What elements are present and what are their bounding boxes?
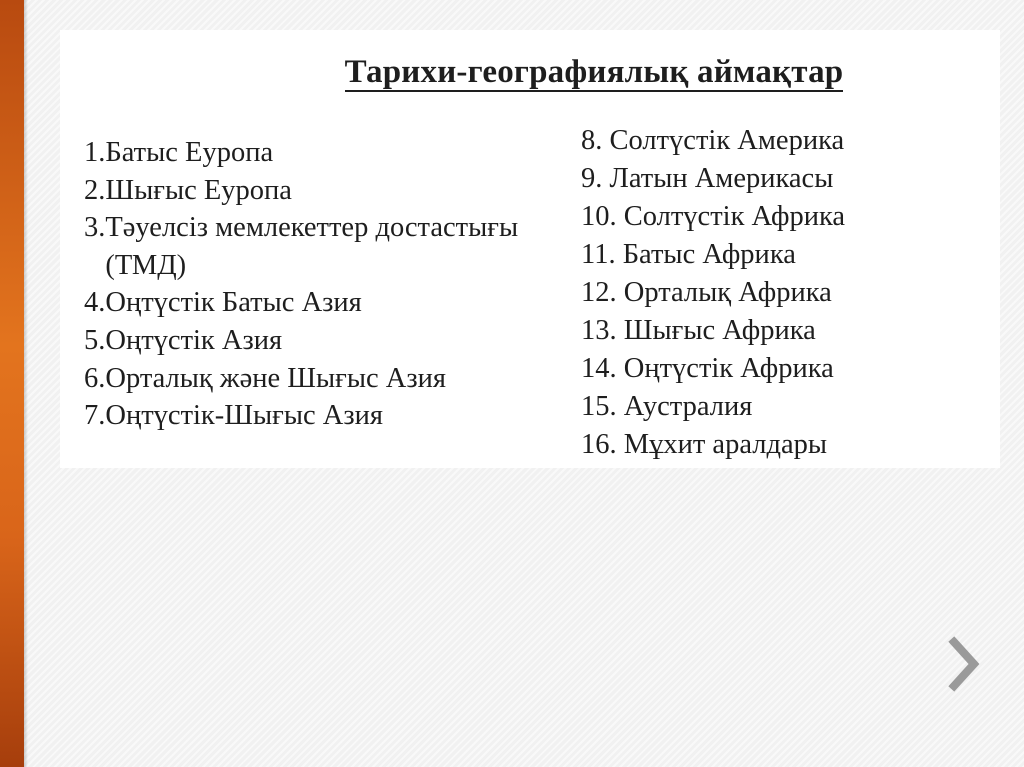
list-item: 9. Латын Америкасы xyxy=(581,163,834,194)
list-item xyxy=(84,322,524,360)
list-item: 15. Аустралия xyxy=(581,391,753,422)
list-item-number: 3. xyxy=(84,212,106,244)
region-list-right xyxy=(581,122,991,464)
slide-title-text: Тарихи-географиялық аймақтар xyxy=(344,54,844,90)
accent-bar-shadow xyxy=(24,0,28,767)
list-item: 12. Орталық Африка xyxy=(581,277,832,308)
list-item-text: Оңтүстік Азия xyxy=(105,324,283,356)
region-list-left xyxy=(84,134,524,435)
accent-bar xyxy=(0,0,24,767)
list-item xyxy=(84,134,524,172)
slide-content xyxy=(60,30,1000,468)
list-item-number: 2. xyxy=(84,174,106,206)
list-item xyxy=(84,360,524,398)
list-item-text: Батыс Еуропа xyxy=(105,137,274,168)
list-item-text: Оңтүстік Батыс Азия xyxy=(105,287,362,319)
list-item-number: 4. xyxy=(84,287,106,319)
list-item xyxy=(84,172,524,210)
list-item-number: 5. xyxy=(84,324,106,356)
list-item-text: Шығыс Еуропа xyxy=(105,174,292,206)
slide-title xyxy=(60,54,1000,91)
list-item: 14. Оңтүстік Африка xyxy=(581,353,834,384)
list-item: 8. Солтүстік Америка xyxy=(581,125,845,156)
chevron-right-icon[interactable] xyxy=(944,636,984,692)
list-item xyxy=(84,284,524,322)
list-item: 10. Солтүстік Африка xyxy=(581,201,846,232)
list-item-number: 7. xyxy=(84,400,106,432)
list-item xyxy=(84,209,524,284)
list-item-text: Орталық және Шығыс Азия xyxy=(105,362,446,394)
list-item-text: Оңтүстік-Шығыс Азия xyxy=(105,400,383,432)
list-item: 11. Батыс Африка xyxy=(581,239,796,270)
chevron-right-icon-graphic xyxy=(944,636,984,692)
list-item: 13. Шығыс Африка xyxy=(581,315,816,346)
list-item-text: Тәуелсіз мемлекеттер достастығы (ТМД) xyxy=(105,212,519,281)
list-item xyxy=(84,397,524,435)
list-item-number: 6. xyxy=(84,362,106,394)
list-item-number: 1. xyxy=(84,137,106,168)
list-item: 16. Мұхит аралдары xyxy=(581,429,827,460)
